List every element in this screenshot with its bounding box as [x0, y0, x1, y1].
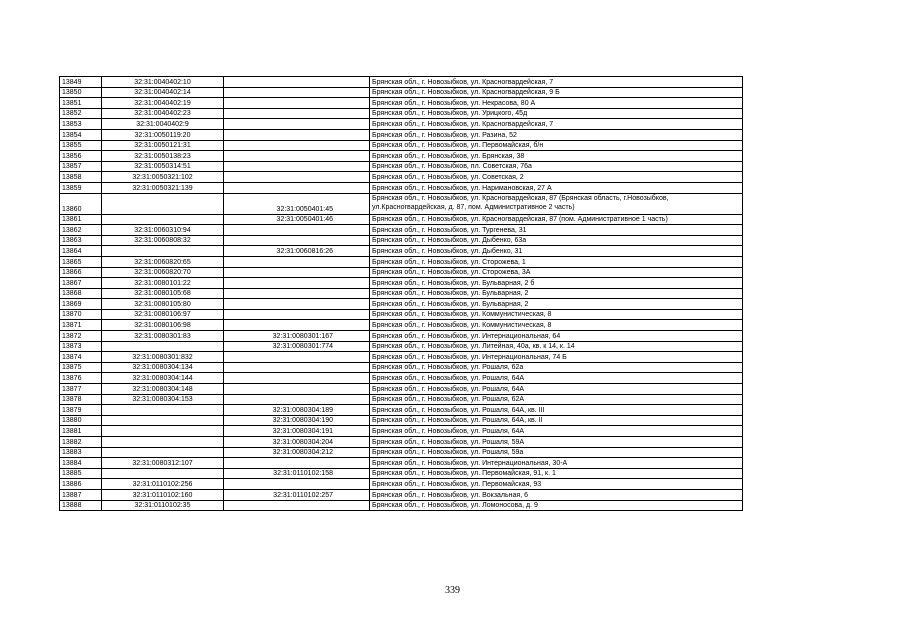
linked-cadastral-number-cell: [224, 500, 370, 511]
table-row: [60, 437, 743, 448]
cadastral-number-cell: [102, 437, 224, 448]
linked-cadastral-number-cell: [224, 458, 370, 469]
cadastral-number-cell: 32:31:0080101:22: [102, 278, 224, 289]
row-number-cell: 13880: [60, 415, 102, 426]
row-number-cell: 13871: [60, 320, 102, 331]
linked-cadastral-number-cell: [224, 352, 370, 363]
cadastral-number-cell: 32:31:0050121:31: [102, 140, 224, 151]
address-cell: Брянская обл., г. Новозыбков, ул. Интернациональная, 64: [370, 331, 743, 342]
cadastral-number-cell: [102, 468, 224, 479]
cadastral-number-cell: [102, 447, 224, 458]
cadastral-number-cell: 32:31:0080312:107: [102, 458, 224, 469]
row-number-cell: 13856: [60, 151, 102, 162]
address-cell: Брянская обл., г. Новозыбков, ул. Рошаля, 62а: [370, 362, 743, 373]
cadastral-number-cell: 32:31:0060820:70: [102, 267, 224, 278]
row-number-cell: 13882: [60, 437, 102, 448]
cadastral-number-cell: 32:31:0080304:148: [102, 384, 224, 395]
table-row: [60, 246, 743, 257]
cadastral-number-cell: [102, 426, 224, 437]
cadastral-number-cell: 32:31:0080106:98: [102, 320, 224, 331]
linked-cadastral-number-cell: [224, 256, 370, 267]
address-cell: Брянская обл., г. Новозыбков, ул. Вокзальная, 6: [370, 489, 743, 500]
table-row: [60, 108, 743, 119]
linked-cadastral-number-cell: [224, 108, 370, 119]
linked-cadastral-number-cell: 32:31:0060816:26: [224, 246, 370, 257]
address-cell: Брянская обл., г. Новозыбков, ул. Разина, 52: [370, 129, 743, 140]
cadastral-number-cell: 32:31:0050138:23: [102, 151, 224, 162]
cadastral-number-cell: 32:31:0110102:35: [102, 500, 224, 511]
linked-cadastral-number-cell: 32:31:0080304:189: [224, 405, 370, 416]
address-cell: Брянская обл., г. Новозыбков, ул. Рошаля, 59а: [370, 447, 743, 458]
linked-cadastral-number-cell: [224, 267, 370, 278]
address-cell: Брянская обл., г. Новозыбков, ул. Первомайская, 93: [370, 479, 743, 490]
table-row: [60, 140, 743, 151]
linked-cadastral-number-cell: [224, 225, 370, 236]
table-row: [60, 384, 743, 395]
row-number-cell: 13850: [60, 87, 102, 98]
row-number-cell: 13855: [60, 140, 102, 151]
row-number-cell: 13874: [60, 352, 102, 363]
row-number-cell: 13873: [60, 341, 102, 352]
address-cell: Брянская обл., г. Новозыбков, ул. Тургенева, 31: [370, 225, 743, 236]
address-cell: Брянская обл., г. Новозыбков, ул. Бульварная, 2: [370, 288, 743, 299]
address-cell: Брянская обл., г. Новозыбков, ул. Некрасова, 80 А: [370, 98, 743, 109]
row-number-cell: 13887: [60, 489, 102, 500]
table-row: [60, 352, 743, 363]
table-row: [60, 278, 743, 289]
address-cell: Брянская обл., г. Новозыбков, ул. Красногвардейская, 9 Б: [370, 87, 743, 98]
table-row: [60, 267, 743, 278]
linked-cadastral-number-cell: 32:31:0080304:191: [224, 426, 370, 437]
row-number-cell: 13865: [60, 256, 102, 267]
table-row: [60, 500, 743, 511]
address-cell: Брянская обл., г. Новозыбков, ул. Первомайская, б/н: [370, 140, 743, 151]
row-number-cell: 13859: [60, 182, 102, 193]
linked-cadastral-number-cell: [224, 172, 370, 183]
linked-cadastral-number-cell: [224, 288, 370, 299]
table-row: [60, 193, 743, 214]
cadastral-number-cell: 32:31:0080105:80: [102, 299, 224, 310]
linked-cadastral-number-cell: [224, 309, 370, 320]
table-row: [60, 341, 743, 352]
cadastral-number-cell: 32:31:0050119:20: [102, 129, 224, 140]
linked-cadastral-number-cell: 32:31:0110102:257: [224, 489, 370, 500]
table-row: [60, 161, 743, 172]
address-cell: Брянская обл., г. Новозыбков, ул. Интернациональная, 30-А: [370, 458, 743, 469]
table-row: [60, 447, 743, 458]
table-row: [60, 77, 743, 88]
address-cell: Брянская обл., г. Новозыбков, ул. Красногвардейская, 7: [370, 119, 743, 130]
cadastral-number-cell: [102, 415, 224, 426]
linked-cadastral-number-cell: 32:31:0080304:190: [224, 415, 370, 426]
cadastral-number-cell: 32:31:0050321:102: [102, 172, 224, 183]
linked-cadastral-number-cell: [224, 151, 370, 162]
linked-cadastral-number-cell: [224, 77, 370, 88]
table-row: [60, 394, 743, 405]
row-number-cell: 13888: [60, 500, 102, 511]
row-number-cell: 13861: [60, 214, 102, 225]
row-number-cell: 13884: [60, 458, 102, 469]
table-row: [60, 320, 743, 331]
table-row: [60, 98, 743, 109]
cadastral-number-cell: 32:31:0110102:160: [102, 489, 224, 500]
row-number-cell: 13868: [60, 288, 102, 299]
cadastral-number-cell: 32:31:0080301:83: [102, 331, 224, 342]
cadastral-number-cell: 32:31:0060310:94: [102, 225, 224, 236]
cadastral-number-cell: 32:31:0110102:256: [102, 479, 224, 490]
cadastral-number-cell: 32:31:0040402:14: [102, 87, 224, 98]
address-cell: Брянская обл., г. Новозыбков, ул. Наримановская, 27 А: [370, 182, 743, 193]
row-number-cell: 13858: [60, 172, 102, 183]
linked-cadastral-number-cell: [224, 119, 370, 130]
table-row: [60, 426, 743, 437]
row-number-cell: 13872: [60, 331, 102, 342]
address-cell: Брянская обл., г. Новозыбков, ул. Рошаля, 64А: [370, 384, 743, 395]
cadastral-number-cell: 32:31:0080304:153: [102, 394, 224, 405]
cadastral-number-cell: [102, 341, 224, 352]
table-row: [60, 182, 743, 193]
cadastral-number-cell: 32:31:0060808:32: [102, 235, 224, 246]
address-cell: Брянская обл., г. Новозыбков, ул. Сторожева, 3А: [370, 267, 743, 278]
linked-cadastral-number-cell: 32:31:0080304:212: [224, 447, 370, 458]
linked-cadastral-number-cell: 32:31:0050401:45: [224, 193, 370, 214]
row-number-cell: 13851: [60, 98, 102, 109]
address-cell: Брянская обл., г. Новозыбков, ул. Бульварная, 2 б: [370, 278, 743, 289]
table-row: [60, 362, 743, 373]
row-number-cell: 13883: [60, 447, 102, 458]
row-number-cell: 13860: [60, 193, 102, 214]
linked-cadastral-number-cell: [224, 278, 370, 289]
linked-cadastral-number-cell: [224, 129, 370, 140]
address-cell: Брянская обл., г. Новозыбков, ул. Коммунистическая, 8: [370, 309, 743, 320]
linked-cadastral-number-cell: 32:31:0080304:204: [224, 437, 370, 448]
row-number-cell: 13876: [60, 373, 102, 384]
linked-cadastral-number-cell: [224, 320, 370, 331]
linked-cadastral-number-cell: [224, 235, 370, 246]
address-cell: Брянская обл., г. Новозыбков, ул. Рошаля, 59А: [370, 437, 743, 448]
address-cell: Брянская обл., г. Новозыбков, ул. Дыбенко, 31: [370, 246, 743, 257]
table-row: [60, 373, 743, 384]
address-cell: Брянская обл., г. Новозыбков, ул. Рошаля, 62А: [370, 394, 743, 405]
table-body: [60, 77, 743, 511]
page-number: 339: [445, 585, 460, 596]
table-row: [60, 129, 743, 140]
table-row: [60, 468, 743, 479]
cadastral-number-cell: 32:31:0040402:9: [102, 119, 224, 130]
cadastral-number-cell: 32:31:0060820:65: [102, 256, 224, 267]
table-row: [60, 119, 743, 130]
address-cell: Брянская обл., г. Новозыбков, ул. Дыбенко, 63а: [370, 235, 743, 246]
row-number-cell: 13864: [60, 246, 102, 257]
row-number-cell: 13867: [60, 278, 102, 289]
linked-cadastral-number-cell: 32:31:0110102:158: [224, 468, 370, 479]
linked-cadastral-number-cell: [224, 182, 370, 193]
table-row: [60, 299, 743, 310]
table-row: [60, 214, 743, 225]
address-cell: Брянская обл., г. Новозыбков, ул. Ломоносова, д. 9: [370, 500, 743, 511]
linked-cadastral-number-cell: 32:31:0050401:46: [224, 214, 370, 225]
address-cell: Брянская обл., г. Новозыбков, ул. Бульварная, 2: [370, 299, 743, 310]
linked-cadastral-number-cell: [224, 87, 370, 98]
linked-cadastral-number-cell: [224, 98, 370, 109]
table-row: [60, 405, 743, 416]
linked-cadastral-number-cell: [224, 373, 370, 384]
table-row: [60, 235, 743, 246]
row-number-cell: 13885: [60, 468, 102, 479]
linked-cadastral-number-cell: [224, 384, 370, 395]
address-cell: Брянская обл., г. Новозыбков, ул. Рошаля, 64А: [370, 426, 743, 437]
cadastral-number-cell: [102, 405, 224, 416]
row-number-cell: 13866: [60, 267, 102, 278]
row-number-cell: 13870: [60, 309, 102, 320]
row-number-cell: 13863: [60, 235, 102, 246]
table-row: [60, 87, 743, 98]
table-row: [60, 151, 743, 162]
address-cell: Брянская обл., г. Новозыбков, ул. Урицкого, 45д: [370, 108, 743, 119]
row-number-cell: 13862: [60, 225, 102, 236]
address-cell: Брянская обл., г. Новозыбков, ул. Красногвардейская, 87 (пом. Административное 1 часть): [370, 214, 743, 225]
property-register-table: [59, 76, 743, 511]
address-cell: Брянская обл., г. Новозыбков, ул. Коммунистическая, 8: [370, 320, 743, 331]
table-row: [60, 172, 743, 183]
row-number-cell: 13853: [60, 119, 102, 130]
cadastral-number-cell: 32:31:0080106:97: [102, 309, 224, 320]
row-number-cell: 13879: [60, 405, 102, 416]
address-cell: Брянская обл., г. Новозыбков, ул. Красногвардейская, 87 (Брянская область, г.Новозыбков, ул.Красногвардейская, д. 87, пом. Административное 2 часть): [370, 193, 743, 214]
linked-cadastral-number-cell: 32:31:0080301:167: [224, 331, 370, 342]
row-number-cell: 13854: [60, 129, 102, 140]
cadastral-number-cell: 32:31:0050321:139: [102, 182, 224, 193]
linked-cadastral-number-cell: [224, 362, 370, 373]
address-cell: Брянская обл., г. Новозыбков, ул. Интернациональная, 74 Б: [370, 352, 743, 363]
cadastral-number-cell: 32:31:0040402:23: [102, 108, 224, 119]
address-cell: Брянская обл., г. Новозыбков, ул. Красногвардейская, 7: [370, 77, 743, 88]
row-number-cell: 13881: [60, 426, 102, 437]
linked-cadastral-number-cell: 32:31:0080301:774: [224, 341, 370, 352]
cadastral-number-cell: [102, 193, 224, 214]
table-row: [60, 256, 743, 267]
address-cell: Брянская обл., г. Новозыбков, ул. Первомайская, 91, к. 1: [370, 468, 743, 479]
row-number-cell: 13886: [60, 479, 102, 490]
row-number-cell: 13877: [60, 384, 102, 395]
linked-cadastral-number-cell: [224, 140, 370, 151]
address-cell: Брянская обл., г. Новозыбков, ул. Рошаля, 64А, кв. III: [370, 405, 743, 416]
table-row: [60, 458, 743, 469]
table-row: [60, 415, 743, 426]
cadastral-number-cell: 32:31:0080301:832: [102, 352, 224, 363]
cadastral-number-cell: 32:31:0050314:51: [102, 161, 224, 172]
cadastral-number-cell: 32:31:0080105:68: [102, 288, 224, 299]
table-row: [60, 288, 743, 299]
table-row: [60, 331, 743, 342]
row-number-cell: 13878: [60, 394, 102, 405]
linked-cadastral-number-cell: [224, 161, 370, 172]
address-cell: Брянская обл., г. Новозыбков, ул. Рошаля, 64А: [370, 373, 743, 384]
table-row: [60, 489, 743, 500]
linked-cadastral-number-cell: [224, 479, 370, 490]
linked-cadastral-number-cell: [224, 299, 370, 310]
row-number-cell: 13852: [60, 108, 102, 119]
cadastral-number-cell: [102, 214, 224, 225]
table-row: [60, 479, 743, 490]
cadastral-number-cell: 32:31:0040402:10: [102, 77, 224, 88]
cadastral-number-cell: 32:31:0080304:134: [102, 362, 224, 373]
address-cell: Брянская обл., г. Новозыбков, пл. Советская, 76а: [370, 161, 743, 172]
row-number-cell: 13857: [60, 161, 102, 172]
row-number-cell: 13875: [60, 362, 102, 373]
address-cell: Брянская обл., г. Новозыбков, ул. Советская, 2: [370, 172, 743, 183]
cadastral-number-cell: 32:31:0080304:144: [102, 373, 224, 384]
row-number-cell: 13849: [60, 77, 102, 88]
table-row: [60, 309, 743, 320]
linked-cadastral-number-cell: [224, 394, 370, 405]
row-number-cell: 13869: [60, 299, 102, 310]
address-cell: Брянская обл., г. Новозыбков, ул. Литейная, 40а, кв. к 14, к. 14: [370, 341, 743, 352]
table-row: [60, 225, 743, 236]
address-cell: Брянская обл., г. Новозыбков, ул. Брянская, 38: [370, 151, 743, 162]
cadastral-number-cell: [102, 246, 224, 257]
address-cell: Брянская обл., г. Новозыбков, ул. Рошаля, 64А, кв. II: [370, 415, 743, 426]
address-cell: Брянская обл., г. Новозыбков, ул. Сторожева, 1: [370, 256, 743, 267]
cadastral-number-cell: 32:31:0040402:19: [102, 98, 224, 109]
